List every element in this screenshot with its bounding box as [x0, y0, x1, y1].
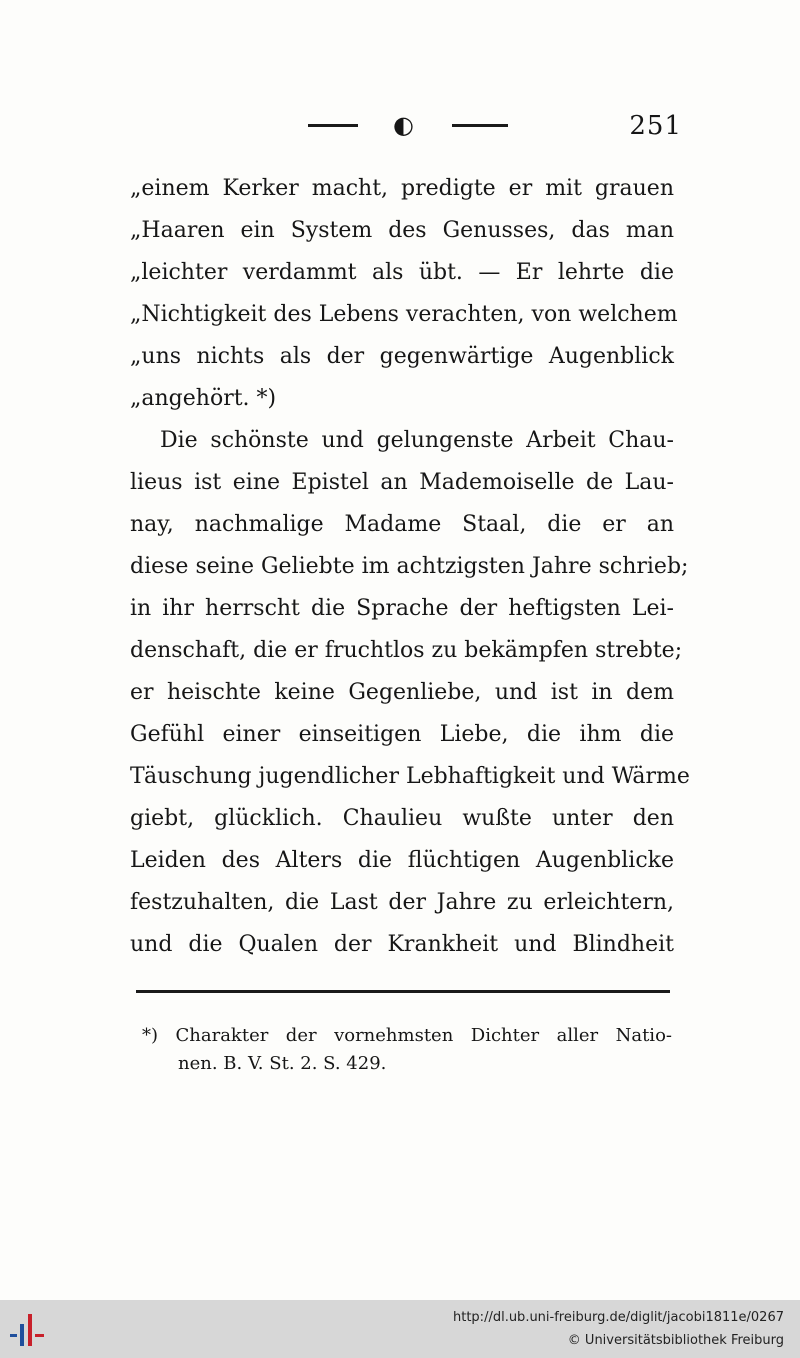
footnote-line: nen. B. V. St. 2. S. 429.: [178, 1053, 387, 1074]
text-line: „Haaren ein System des Genusses, das man: [130, 218, 674, 243]
text-line: giebt, glücklich. Chaulieu wußte unter den: [130, 806, 674, 831]
footnote: [142, 1022, 672, 1078]
page-number: 251: [629, 111, 682, 141]
footnote-rule: [136, 990, 670, 993]
text-line: festzuhalten, die Last der Jahre zu erleichtern,: [130, 890, 674, 915]
text-line: und die Qualen der Krankheit und Blindheit: [130, 932, 674, 957]
text-line: „uns nichts als der gegenwärtige Augenblick: [130, 344, 674, 369]
footnote-line: *) Charakter der vornehmsten Dichter aller Natio-: [142, 1025, 672, 1046]
footer-bar: [0, 1300, 800, 1358]
header-ornament: ◐: [393, 110, 414, 139]
text-line: nay, nachmalige Madame Staal, die er an: [130, 512, 674, 537]
text-line: diese seine Geliebte im achtzigsten Jahre schrieb;: [130, 554, 689, 579]
text-line: Gefühl einer einseitigen Liebe, die ihm die: [130, 722, 674, 747]
header-rule-right: [452, 124, 508, 127]
library-logo-icon: [8, 1310, 50, 1350]
text-line: Täuschung jugendlicher Lebhaftigkeit und Wärme: [130, 764, 690, 789]
text-line: in ihr herrscht die Sprache der heftigsten Lei-: [130, 596, 674, 621]
text-line: „leichter verdammt als übt. — Er lehrte die: [130, 260, 674, 285]
text-line: „Nichtigkeit des Lebens verachten, von welchem: [130, 302, 678, 327]
text-line: denschaft, die er fruchtlos zu bekämpfen strebte;: [130, 638, 683, 663]
text-line: „einem Kerker macht, predigte er mit grauen: [130, 176, 674, 201]
copyright-notice: © Universitätsbibliothek Freiburg: [567, 1333, 784, 1348]
text-line: Die schönste und gelungenste Arbeit Chau-: [160, 428, 674, 453]
header-rule-left: [308, 124, 358, 127]
body-text: [130, 168, 690, 966]
permalink-url[interactable]: http://dl.ub.uni-freiburg.de/diglit/jacobi1811e/0267: [453, 1310, 784, 1325]
text-line: „angehört. *): [130, 386, 277, 411]
text-line: lieus ist eine Epistel an Mademoiselle de Lau-: [130, 470, 674, 495]
text-line: Leiden des Alters die flüchtigen Augenblicke: [130, 848, 674, 873]
page-header: [0, 108, 800, 148]
text-line: er heischte keine Gegenliebe, und ist in dem: [130, 680, 674, 705]
